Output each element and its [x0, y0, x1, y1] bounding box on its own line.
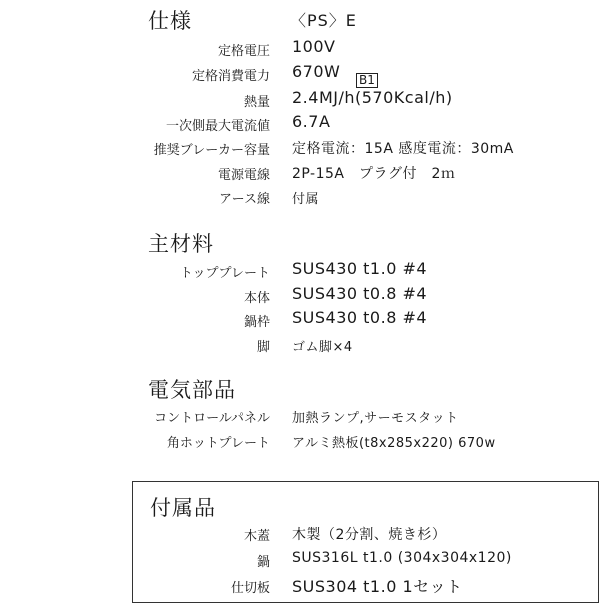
spec-value: 670W — [292, 62, 341, 81]
spec-value: 定格電流：15A 感度電流：30mA — [292, 141, 514, 157]
spec-title: 仕様 — [148, 9, 192, 33]
accessories-label: 鍋 — [256, 555, 270, 570]
materials-label: 鍋枠 — [243, 315, 270, 330]
accessories-label: 仕切板 — [230, 581, 270, 596]
accessories-row-pot — [0, 548, 610, 572]
spec-row-power — [0, 62, 610, 86]
spec-label: 一次側最大電流値 — [165, 119, 270, 134]
spec-value: 付属 — [292, 192, 320, 207]
materials-row-legs — [0, 333, 610, 357]
spec-label: 推奨ブレーカー容量 — [153, 143, 270, 158]
materials-value: SUS430 t0.8 #4 — [292, 284, 428, 303]
spec-value: 6.7A — [292, 112, 331, 131]
materials-row-body — [0, 284, 610, 308]
spec-label: 熱量 — [243, 95, 270, 110]
materials-label: 本体 — [243, 291, 270, 306]
electrical-title: 電気部品 — [148, 378, 236, 402]
spec-row-heat — [0, 88, 610, 112]
spec-value: 2.4MJ/h(570Kcal/h) — [292, 88, 453, 107]
ps-tag: 〈PS〉E — [290, 11, 357, 30]
spec-row-earth — [0, 185, 610, 209]
materials-label: トッププレート — [179, 266, 270, 281]
materials-value: SUS430 t1.0 #4 — [292, 259, 428, 278]
spec-value: 100V — [292, 37, 336, 56]
accessories-value: SUS304 t1.0 1セット — [292, 577, 463, 596]
spec-label: 定格消費電力 — [191, 69, 270, 84]
accessories-row-lid — [0, 522, 610, 546]
spec-row-current — [0, 112, 610, 136]
accessories-value: 木製（2分割、焼き杉） — [292, 527, 447, 543]
spec-value: 2P-15A プラグ付 2ｍ — [292, 166, 456, 182]
electrical-row-panel — [0, 404, 610, 428]
materials-title: 主材料 — [148, 232, 214, 256]
accessories-title: 付属品 — [150, 496, 216, 520]
electrical-row-hotplate — [0, 429, 610, 453]
spec-label: アース線 — [219, 192, 270, 207]
accessories-row-divider — [0, 574, 610, 598]
materials-row-frame — [0, 308, 610, 332]
electrical-value: アルミ熱板(t8x285x220) 670w — [292, 436, 496, 451]
materials-label: 脚 — [256, 340, 270, 355]
spec-row-breaker — [0, 136, 610, 160]
spec-row-cable — [0, 161, 610, 185]
materials-value: SUS430 t0.8 #4 — [292, 308, 428, 327]
electrical-label: 角ホットプレート — [166, 436, 270, 451]
spec-label: 電源電線 — [217, 168, 270, 183]
accessories-value: SUS316L t1.0 (304x304x120) — [292, 550, 512, 566]
spec-label: 定格電圧 — [217, 44, 270, 59]
accessories-label: 木蓋 — [243, 529, 270, 544]
spec-row-voltage — [0, 37, 610, 61]
materials-row-topplate — [0, 259, 610, 283]
electrical-value: 加熱ランプ,サーモスタット — [292, 411, 459, 426]
b1-tag: B1 — [356, 73, 378, 88]
electrical-label: コントロールパネル — [154, 411, 270, 426]
materials-value: ゴム脚×4 — [292, 340, 353, 355]
